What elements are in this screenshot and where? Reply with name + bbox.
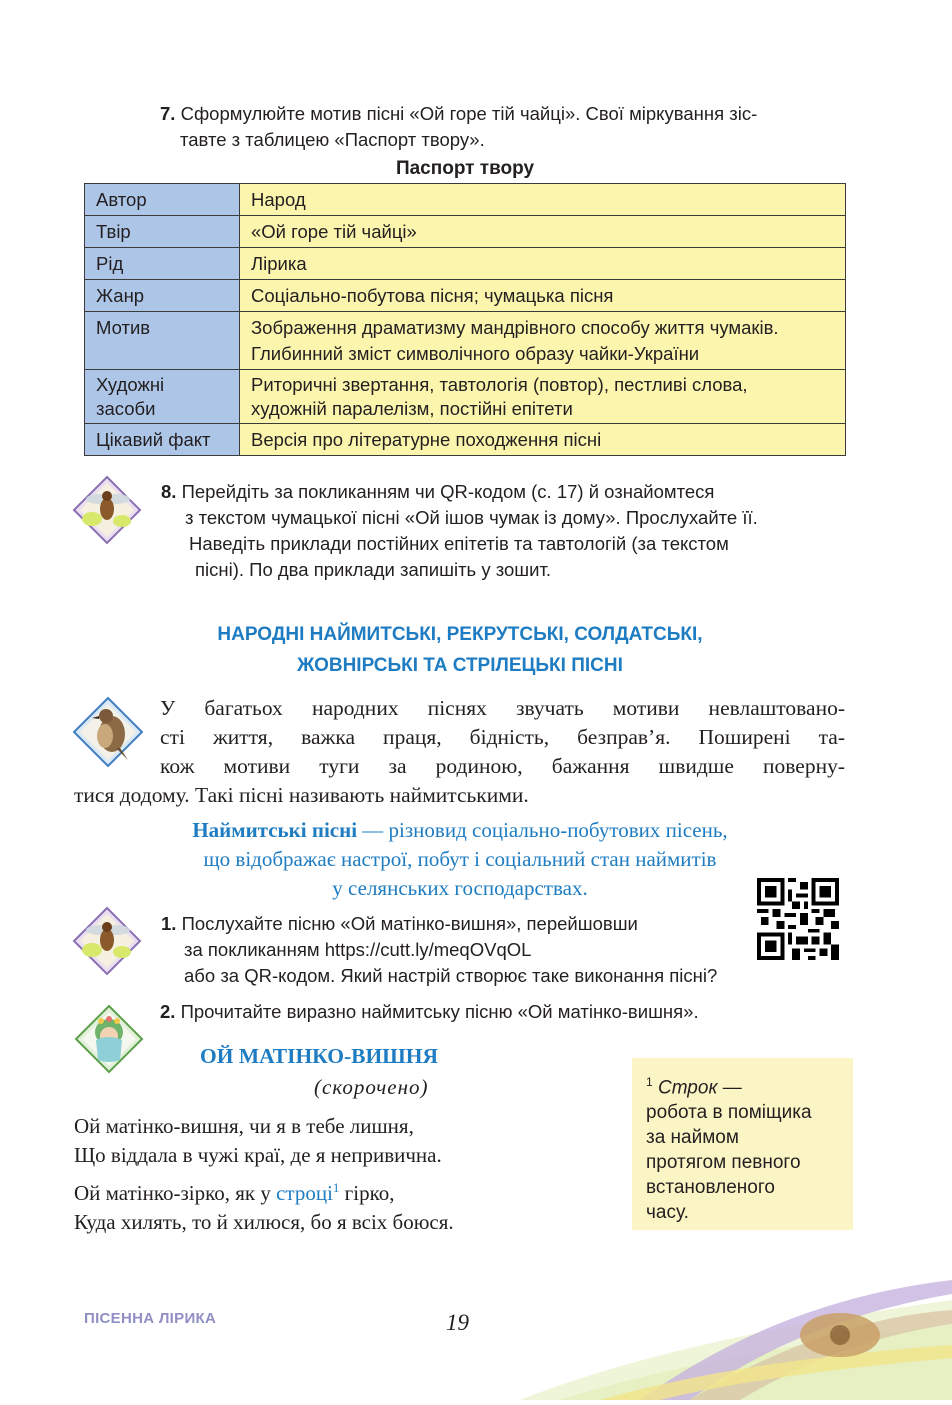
task-text-line: пісні). По два приклади запишіть у зошит.	[195, 559, 552, 580]
table-value	[240, 370, 846, 424]
table-value-line: Глибинний зміст символічного образу чайки-України	[251, 343, 700, 364]
section-heading-line: ЖОВНІРСЬКІ ТА СТРІЛЕЦЬКІ ПІСНІ	[297, 655, 623, 676]
table-key: Рід	[85, 248, 240, 280]
task-link[interactable]: за покликанням https://cutt.ly/meqOVqOL	[184, 939, 532, 960]
footer-section-label: ПІСЕННА ЛІРИКА	[84, 1310, 217, 1327]
task-number: 1.	[161, 913, 177, 934]
paragraph-line: тися додому. Такі пісні називають наймитськими.	[74, 783, 529, 807]
task-text-line: з текстом чумацької пісні «Ой ішов чумак із дому». Прослухайте її.	[185, 507, 758, 528]
table-value-line: Риторичні звертання, тавтологія (повтор), пестливі слова,	[251, 374, 748, 395]
poem-line: Ой матінко-зірко, як у строці$^1$ гірко,	[74, 1180, 395, 1205]
footnote-line: за наймом	[646, 1127, 739, 1149]
bee-icon	[72, 475, 142, 545]
table-row	[85, 280, 846, 312]
footnote-word[interactable]: строці	[276, 1181, 333, 1205]
table-key: Жанр	[85, 280, 240, 312]
poem-subtitle: (скорочено)	[314, 1075, 429, 1099]
task-1	[161, 911, 801, 989]
table-value: Народ	[240, 184, 846, 216]
table-row	[85, 248, 846, 280]
footnote-mark: 1	[646, 1075, 653, 1089]
task-2	[160, 999, 800, 1025]
definition-text: — різновид соціально-побутових пісень,	[357, 818, 728, 842]
paragraph-line: У багатьох народних піснях звучать мотиви невлаштовано-	[160, 696, 845, 720]
task-text-line: Послухайте пісню «Ой матінко-вишня», перейшовши	[181, 913, 638, 934]
table-title: Паспорт твору	[395, 158, 535, 179]
footnote-line: часу.	[646, 1202, 689, 1224]
footnote-box: $^1$ Строк — робота в поміщика за наймом протягом певного встановленого часу.	[632, 1058, 853, 1230]
table-value: Соціально-побутова пісня; чумацька пісня	[240, 280, 846, 312]
definition-line: що відображає настрої, побут і соціальний стан наймитів	[203, 847, 717, 871]
table-key-line: Художні	[96, 374, 165, 395]
task-text-line: тавте з таблицею «Паспорт твору».	[180, 129, 485, 150]
bandura-decoration	[520, 1280, 952, 1400]
footnote-line: встановленого	[646, 1177, 775, 1199]
table-value: Лірика	[240, 248, 846, 280]
footnote-term: Строк	[657, 1077, 718, 1099]
table-row	[85, 216, 846, 248]
task-text-line: Прочитайте виразно наймитську пісню «Ой матінко-вишня».	[180, 1001, 699, 1022]
table-value: «Ой горе тій чайці»	[240, 216, 846, 248]
definition-term: Наймитські пісні	[192, 818, 358, 842]
table-key: Мотив	[85, 312, 240, 370]
task-7	[160, 101, 860, 153]
table-row	[85, 184, 846, 216]
footnote-line: протягом певного	[646, 1152, 801, 1174]
passport-table	[84, 183, 846, 456]
task-text-line: Сформулюйте мотив пісні «Ой горе тій чайці». Свої міркування зіс-	[180, 103, 758, 124]
footnote-line: робота в поміщика	[646, 1102, 812, 1124]
table-value: Версія про літературне походження пісні	[240, 424, 846, 456]
task-number: 2.	[160, 1001, 176, 1022]
table-value-line: Зображення драматизму мандрівного способу життя чумаків.	[251, 317, 779, 338]
task-text-line: Перейдіть за покликанням чи QR-кодом (с. 17) й ознайомтеся	[181, 481, 715, 502]
table-row	[85, 312, 846, 370]
poem-body	[74, 1112, 614, 1237]
poem-title: ОЙ МАТІНКО-ВИШНЯ	[200, 1044, 439, 1068]
table-row	[85, 370, 846, 424]
footnote-marker[interactable]: 1	[332, 1180, 340, 1195]
page-number: 19	[446, 1310, 469, 1335]
bee-icon	[72, 906, 142, 976]
task-text-line: Наведіть приклади постійних епітетів та тавтологій (за текстом	[189, 533, 729, 554]
table-key	[85, 370, 240, 424]
table-key: Твір	[85, 216, 240, 248]
table-row	[85, 424, 846, 456]
poem-line: Що віддала в чужі краї, де я непривична.	[74, 1143, 442, 1167]
table-key-line: засоби	[96, 398, 156, 419]
girl-icon	[74, 1004, 144, 1074]
section-heading-line: НАРОДНІ НАЙМИТСЬКІ, РЕКРУТСЬКІ, СОЛДАТСЬКІ,	[217, 624, 703, 645]
section-heading	[90, 619, 830, 681]
paragraph-line: кож мотиви туги за родиною, бажання швидше поверну-	[160, 754, 845, 778]
poem-line: Куда хилять, то й хилюся, бо я всіх боюся.	[74, 1210, 454, 1234]
task-text-line: або за QR-кодом. Який настрій створює таке виконання пісні?	[184, 965, 718, 986]
intro-paragraph	[74, 694, 845, 810]
definition-line: у селянських господарствах.	[332, 876, 588, 900]
task-number: 7.	[160, 103, 176, 124]
task-8	[161, 479, 841, 583]
table-value-line: художній паралелізм, постійні епітети	[251, 398, 573, 419]
table-key: Цікавий факт	[85, 424, 240, 456]
table-value	[240, 312, 846, 370]
table-key: Автор	[85, 184, 240, 216]
paragraph-line: сті життя, важка праця, бідність, безправ’я. Поширені та-	[160, 725, 845, 749]
definition	[90, 816, 830, 903]
poem-line: Ой матінко-вишня, чи я в тебе лишня,	[74, 1114, 414, 1138]
task-number: 8.	[161, 481, 177, 502]
